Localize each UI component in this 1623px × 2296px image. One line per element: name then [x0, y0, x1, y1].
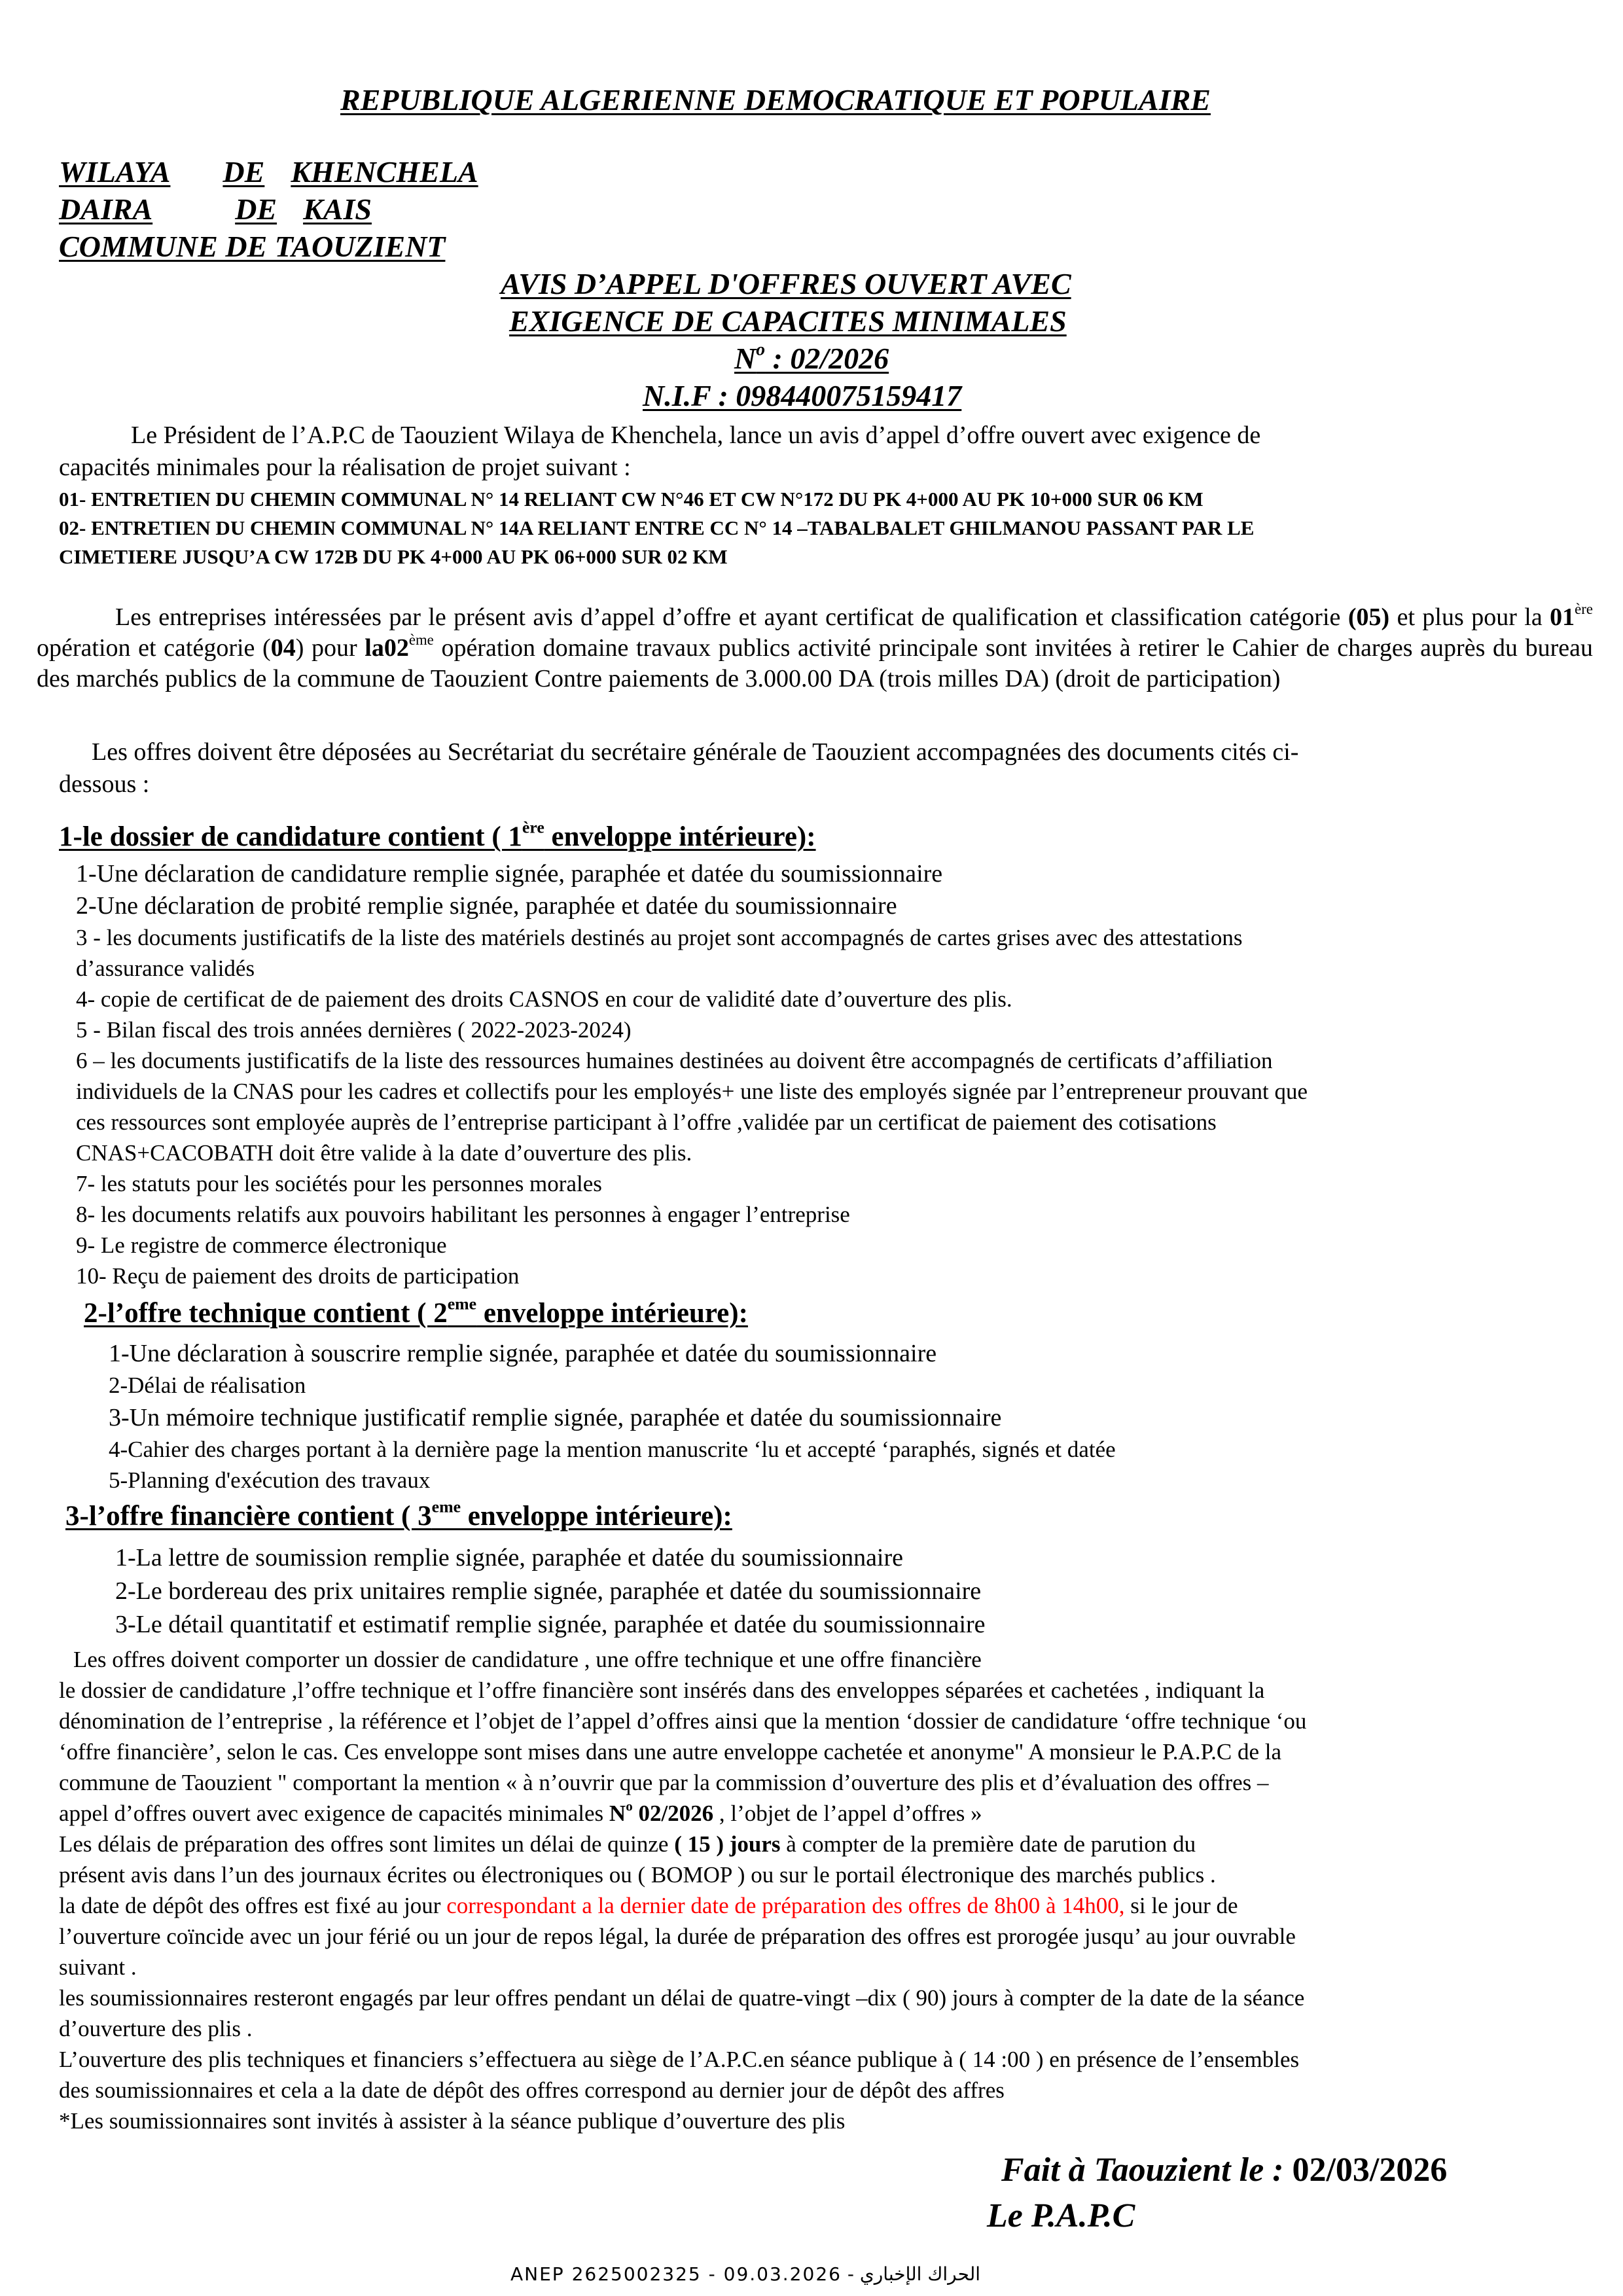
section1-heading: 1-le dossier de candidature contient ( 1ère enveloppe intérieure): [59, 817, 816, 852]
closing-line: appel d’offres ouvert avec exigence de capacités minimales $N^o$ 02/2026 , l’objet de l’appel d’offres » [59, 1798, 982, 1826]
section1-item: 3 - les documents justificatifs de la liste des matériels destinés au projet sont accompagnés de cartes grises avec des attestations [76, 925, 1243, 950]
section1-item: CNAS+CACOBATH doit être valide à la date d’ouverture des plis. [76, 1140, 692, 1166]
daira-de: DE [235, 192, 277, 226]
section3-heading: 3-l’offre financière contient ( 3eme enveloppe intérieure): [65, 1497, 732, 1532]
section2-item: 2-Délai de réalisation [109, 1372, 306, 1398]
wilaya-de: DE [223, 155, 265, 188]
avis-title-line1: AVIS D’APPEL D'OFFRES OUVERT AVEC [501, 267, 1071, 300]
footer-publication: الحراك الإخباري - ANEP 2625002325 - 09.03.2026 [510, 2263, 981, 2285]
closing-line: suivant . [59, 1954, 137, 1980]
wilaya-line [59, 154, 478, 189]
intro-line1: Le Président de l’A.P.C de Taouzient Wilaya de Khenchela, lance un avis d’appel d’offre ouvert avec exigence de [131, 422, 1261, 449]
section1-item: 5 - Bilan fiscal des trois années dernières ( 2022-2023-2024) [76, 1017, 632, 1043]
section3-item: 1-La lettre de soumission remplie signée, paraphée et datée du soumissionnaire [115, 1544, 904, 1571]
deposit-line1: Les offres doivent être déposées au Secrétariat du secrétaire générale de Taouzient accompagnées des documents cités ci- [92, 738, 1299, 766]
closing-line: le dossier de candidature ,l’offre technique et l’offre financière sont insérés dans des enveloppes séparées et cachetées , indiquant la [59, 1677, 1265, 1703]
section2-item: 1-Une déclaration à souscrire remplie signée, paraphée et datée du soumissionnaire [109, 1340, 937, 1367]
daira-line [59, 192, 372, 226]
closing-line: Les offres doivent comporter un dossier de candidature , une offre technique et une offre financière [73, 1647, 982, 1672]
section3-item: 2-Le bordereau des prix unitaires remplie signée, paraphée et datée du soumissionnaire [115, 1577, 982, 1605]
section1-item: 10- Reçu de paiement des droits de participation [76, 1263, 520, 1289]
intro-line2: capacités minimales pour la réalisation de projet suivant : [59, 454, 631, 481]
fait-a-line: Fait à Taouzient le : 02/03/2026 [1001, 2151, 1448, 2189]
daira-name: KAIS [303, 192, 372, 226]
closing-line: L’ouverture des plis techniques et financiers s’effectuera au siège de l’A.P.C.en séance publique à ( 14 :00 ) en présence de l’ensembles [59, 2047, 1300, 2072]
closing-line: des soumissionnaires et cela a la date de dépôt des offres correspond au dernier jour de dépôt des affres [59, 2077, 1005, 2103]
section1-item: 2-Une déclaration de probité remplie signée, paraphée et datée du soumissionnaire [76, 892, 897, 920]
deposit-line2: dessous : [59, 770, 150, 798]
closing-line: commune de Taouzient " comportant la mention « à n’ouvrir que par la commission d’ouverture des plis et d’évaluation des offres – [59, 1770, 1269, 1795]
project-2-line2: CIMETIERE JUSQU’A CW 172B DU PK 4+000 AU PK 06+000 SUR 02 KM [59, 545, 728, 568]
section1-item: individuels de la CNAS pour les cadres et collectifs pour les employés+ une liste des employés signée par l’entrepreneur prouvant que [76, 1079, 1308, 1104]
closing-line: Les délais de préparation des offres sont limites un délai de quinze ( 15 ) jours à compter de la première date de parution du [59, 1831, 1196, 1857]
section1-item: 7- les statuts pour les sociétés pour les personnes morales [76, 1171, 602, 1196]
commune-line: COMMUNE DE TAOUZIENT [59, 230, 446, 263]
section2-item: 5-Planning d'exécution des travaux [109, 1467, 431, 1493]
wilaya-label: WILAYA [59, 155, 171, 188]
section1-item: 6 – les documents justificatifs de la liste des ressources humaines destinées au doivent être accompagnés de certificats d’affiliation [76, 1048, 1273, 1073]
deposit-deadline-highlight: correspondant a la dernier date de préparation des offres de 8h00 à 14h00, [446, 1893, 1125, 1918]
project-1: 01- ENTRETIEN DU CHEMIN COMMUNAL N° 14 RELIANT CW N°46 ET CW N°172 DU PK 4+000 AU PK 10+000 SUR 06 KM [59, 488, 1204, 511]
republique-heading: REPUBLIQUE ALGERIENNE DEMOCRATIQUE ET POPULAIRE [340, 83, 1211, 117]
avis-number: $N^o$ : 02/2026 [734, 338, 889, 375]
signature-date: 02/03/2026 [1292, 2151, 1448, 2189]
project-2-line1: 02- ENTRETIEN DU CHEMIN COMMUNAL N° 14A RELIANT ENTRE CC N° 14 –TABALBALET GHILMANOU PASSANT PAR LE [59, 516, 1255, 539]
closing-line: la date de dépôt des offres est fixé au jour correspondant a la dernier date de préparation des offres de 8h00 à 14h00, si le jour de [59, 1893, 1238, 1918]
section1-item: 1-Une déclaration de candidature remplie signée, paraphée et datée du soumissionnaire [76, 860, 943, 888]
section1-item: d’assurance validés [76, 956, 255, 981]
section3-item: 3-Le détail quantitatif et estimatif remplie signée, paraphée et datée du soumissionnaire [115, 1611, 986, 1638]
nif-number: N.I.F : 098440075159417 [643, 379, 962, 412]
closing-line: présent avis dans l’un des journaux écrites ou électroniques ou ( BOMOP ) ou sur le portail électronique des marchés publics . [59, 1862, 1216, 1888]
section2-item: 3-Un mémoire technique justificatif remplie signée, paraphée et datée du soumissionnaire [109, 1404, 1002, 1431]
section2-heading: 2-l’offre technique contient ( 2eme enveloppe intérieure): [84, 1294, 748, 1329]
section1-item: ces ressources sont employée auprès de l’entreprise participant à l’offre ,validée par un certificat de paiement des cotisations [76, 1109, 1217, 1135]
closing-line: d’ouverture des plis . [59, 2016, 253, 2041]
section1-item: 8- les documents relatifs aux pouvoirs habilitant les personnes à engager l’entreprise [76, 1202, 850, 1227]
section1-item: 9- Le registre de commerce électronique [76, 1232, 447, 1258]
closing-line: l’ouverture coïncide avec un jour férié ou un jour de repos légal, la durée de préparation des offres est prorogée jusqu’ au jour ouvrable [59, 1924, 1296, 1949]
closing-line: *Les soumissionnaires sont invités à assister à la séance publique d’ouverture des plis [59, 2108, 846, 2134]
closing-line: les soumissionnaires resteront engagés par leur offres pendant un délai de quatre-vingt –dix ( 90) jours à compter de la date de la séance [59, 1985, 1305, 2011]
closing-line: dénomination de l’entreprise , la référence et l’objet de l’appel d’offres ainsi que la mention ‘dossier de candidature ‘offre technique ‘ou [59, 1708, 1307, 1734]
closing-line: ‘offre financière’, selon le cas. Ces enveloppe sont mises dans une autre enveloppe cachetée et anonyme" A monsieur le P.A.P.C de la [59, 1739, 1282, 1765]
papc-signature: Le P.A.P.C [987, 2197, 1135, 2234]
section1-item: 4- copie de certificat de de paiement des droits CASNOS en cour de validité date d’ouverture des plis. [76, 986, 1012, 1012]
section2-item: 4-Cahier des charges portant à la dernière page la mention manuscrite ‘lu et accepté ‘paraphés, signés et datée [109, 1437, 1116, 1462]
daira-label: DAIRA [59, 192, 153, 226]
eligibility-paragraph: Les entreprises intéressées par le présent avis d’appel d’offre et ayant certificat de qualification et classification catégorie (05) et plus pour la 01ère opération et catégorie (04) pour la02ème opération domaine travaux publics activité principale sont invitées à retirer le Cahier de charges auprès du bureau des marchés publics de la commune de Taouzient Contre paiements de 3.000.00 DA (trois milles DA) (droit de participation) [37, 600, 1593, 692]
avis-title-line2: EXIGENCE DE CAPACITES MINIMALES [509, 304, 1067, 338]
wilaya-name: KHENCHELA [291, 155, 478, 188]
